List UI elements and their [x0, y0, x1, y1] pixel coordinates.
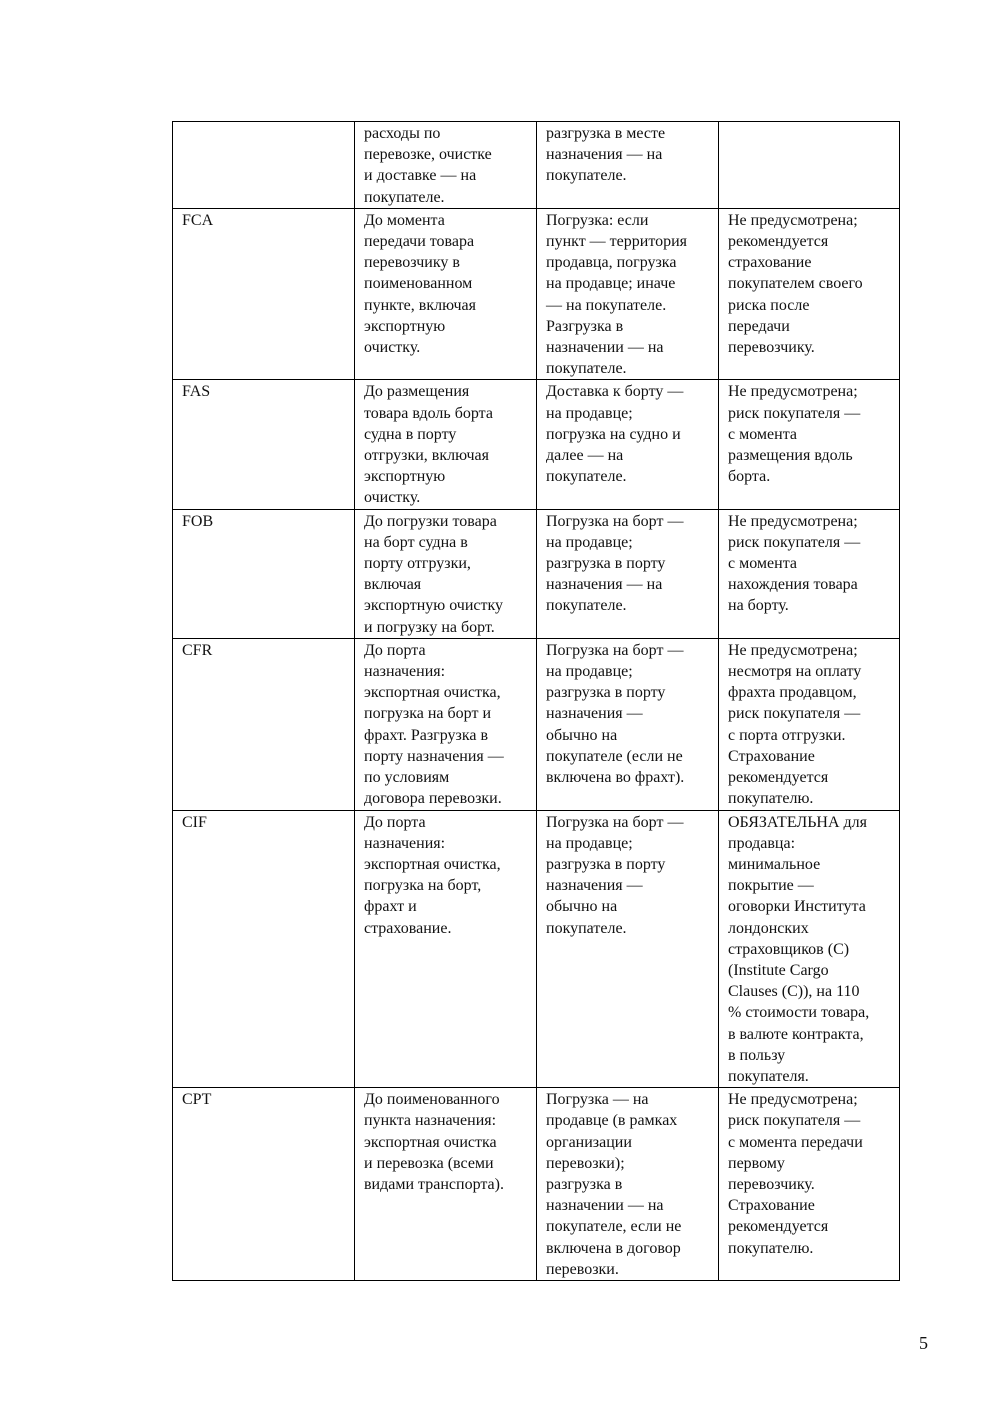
table-row	[173, 380, 900, 509]
loading-cell: Погрузка: если пункт — территория продавца, погрузка на продавце; иначе — на покупателе. Разгрузка в назначении — на покупателе.	[537, 208, 719, 380]
delivery-cell: расходы по перевозке, очистке и доставке — на покупателе.	[355, 122, 537, 209]
loading-cell: Погрузка на борт — на продавце; разгрузка в порту назначения — обычно на покупателе (если не включена во фрахт).	[537, 638, 719, 810]
table-row	[173, 638, 900, 810]
table-row	[173, 810, 900, 1088]
insurance-cell: Не предусмотрена; несмотря на оплату фрахта продавцом, риск покупателя — с порта отгрузки. Страхование рекомендуется покупателю.	[719, 638, 900, 810]
table-row	[173, 208, 900, 380]
loading-cell: Погрузка на борт — на продавце; разгрузка в порту назначения — на покупателе.	[537, 509, 719, 638]
term-cell	[173, 122, 355, 209]
loading-cell: Погрузка — на продавце (в рамках организации перевозки); разгрузка в назначении — на покупателе, если не включена в договор перевозки.	[537, 1088, 719, 1281]
term-cell: FCA	[173, 208, 355, 380]
term-cell: CPT	[173, 1088, 355, 1281]
page-number: 5	[919, 1333, 928, 1353]
insurance-cell: ОБЯЗАТЕЛЬНА для продавца: минимальное покрытие — оговорки Института лондонских страховщиков (C) (Institute Cargo Clauses (C)), на 110 % стоимости товара, в валюте контракта, в пользу покупателя.	[719, 810, 900, 1088]
delivery-cell: До порта назначения: экспортная очистка, погрузка на борт, фрахт и страхование.	[355, 810, 537, 1088]
insurance-cell: Не предусмотрена; риск покупателя — с момента передачи первому перевозчику. Страхование рекомендуется покупателю.	[719, 1088, 900, 1281]
table-row	[173, 122, 900, 209]
table-row	[173, 509, 900, 638]
delivery-cell: До порта назначения: экспортная очистка, погрузка на борт и фрахт. Разгрузка в порту назначения — по условиям договора перевозки.	[355, 638, 537, 810]
insurance-cell: Не предусмотрена; рекомендуется страхование покупателем своего риска после передачи перевозчику.	[719, 208, 900, 380]
delivery-cell: До поименованного пункта назначения: экспортная очистка и перевозка (всеми видами транспорта).	[355, 1088, 537, 1281]
loading-cell: Погрузка на борт — на продавце; разгрузка в порту назначения — обычно на покупателе.	[537, 810, 719, 1088]
term-cell: FOB	[173, 509, 355, 638]
delivery-cell: До момента передачи товара перевозчику в поименованном пункте, включая экспортную очистку.	[355, 208, 537, 380]
insurance-cell: Не предусмотрена; риск покупателя — с момента нахождения товара на борту.	[719, 509, 900, 638]
term-cell: CIF	[173, 810, 355, 1088]
loading-cell: Доставка к борту — на продавце; погрузка на судно и далее — на покупателе.	[537, 380, 719, 509]
loading-cell: разгрузка в месте назначения — на покупателе.	[537, 122, 719, 209]
term-cell: FAS	[173, 380, 355, 509]
table-row	[173, 1088, 900, 1281]
term-cell: CFR	[173, 638, 355, 810]
delivery-cell: До погрузки товара на борт судна в порту отгрузки, включая экспортную очистку и погрузку на борт.	[355, 509, 537, 638]
insurance-cell	[719, 122, 900, 209]
incoterms-table	[172, 121, 900, 1281]
insurance-cell: Не предусмотрена; риск покупателя — с момента размещения вдоль борта.	[719, 380, 900, 509]
delivery-cell: До размещения товара вдоль борта судна в порту отгрузки, включая экспортную очистку.	[355, 380, 537, 509]
